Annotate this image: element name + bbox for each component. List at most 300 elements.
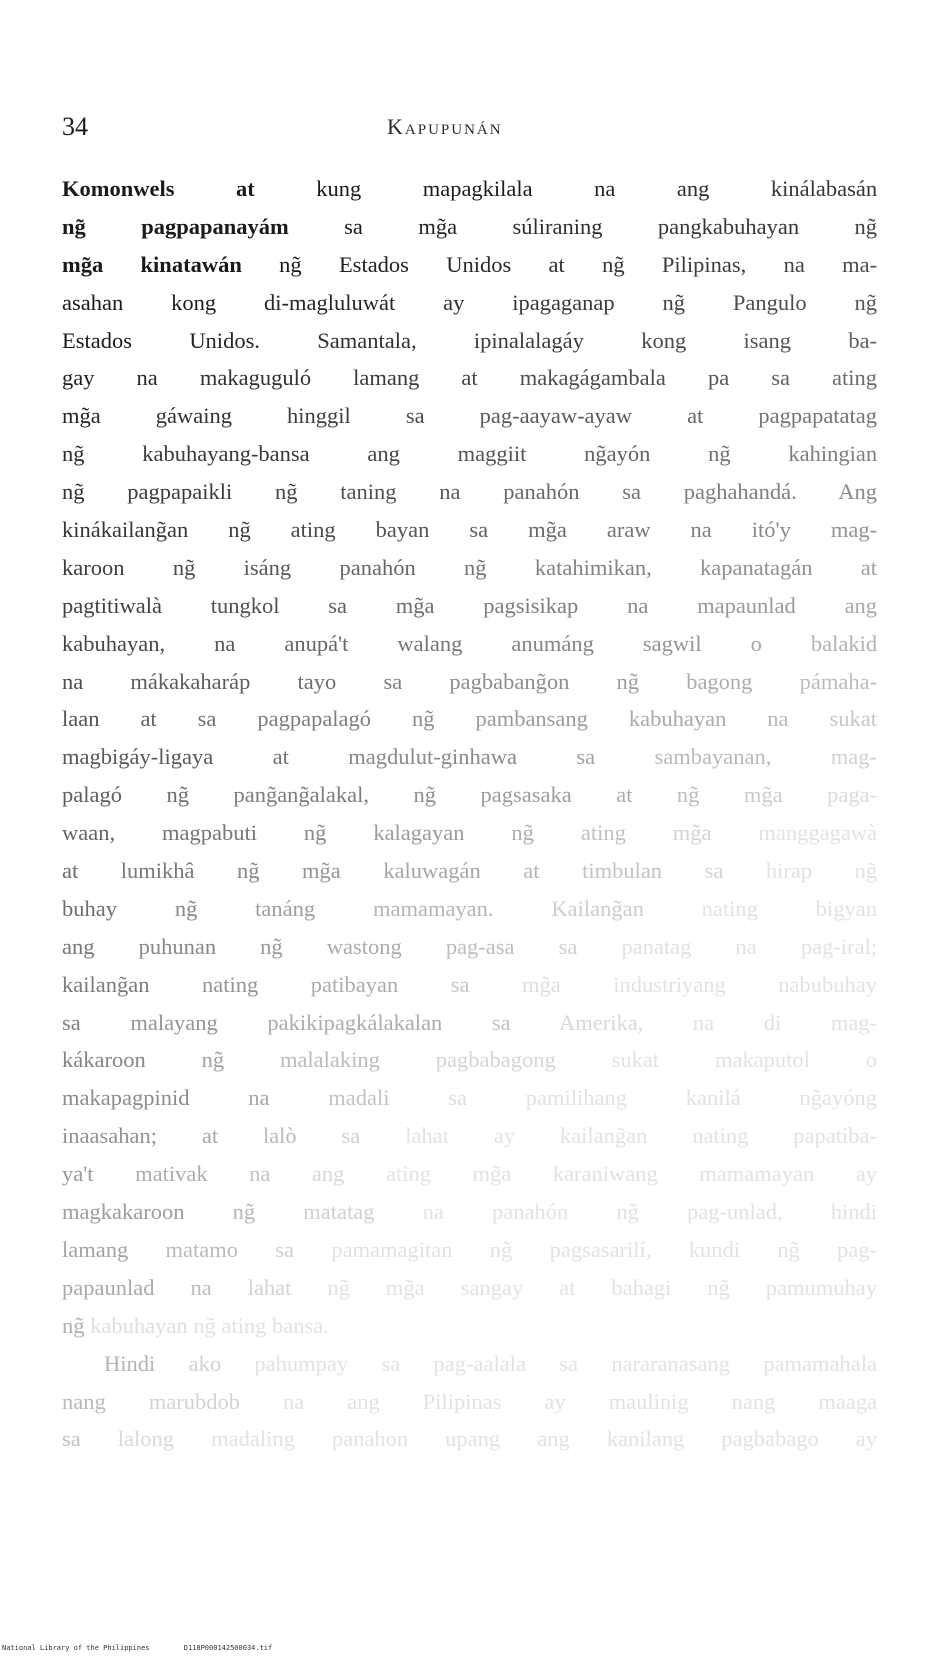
word: buhay <box>62 895 117 921</box>
word: gáwaing <box>155 403 233 429</box>
word: itó'y <box>751 517 791 543</box>
word: sa <box>576 744 596 770</box>
word: isang <box>743 327 791 353</box>
word: sagwil <box>642 630 702 656</box>
word: ma- <box>842 251 877 277</box>
word: sa <box>328 592 348 618</box>
word: Estados <box>62 327 132 353</box>
word: sa <box>383 668 403 694</box>
word: mg̃a <box>522 971 561 997</box>
word: at <box>235 176 255 201</box>
word: nating <box>692 1123 749 1149</box>
word: makaguguló <box>199 365 312 391</box>
word: mg̃a <box>62 251 104 277</box>
word: ng̃ <box>511 820 534 846</box>
word: mag- <box>830 744 877 770</box>
word: mg̃a <box>672 820 712 846</box>
word: at <box>140 706 157 732</box>
text-line <box>62 284 877 322</box>
word: pagbabago <box>721 1426 819 1452</box>
word: sukat <box>829 706 877 732</box>
word: sa <box>62 1009 81 1035</box>
word: mativak <box>135 1161 208 1187</box>
word: kahingian <box>788 441 877 467</box>
word: sambayanan, <box>654 744 772 770</box>
word: karaniwang <box>552 1161 658 1187</box>
word: na <box>136 365 158 391</box>
word: sa <box>559 1350 578 1376</box>
word: sa <box>344 213 363 239</box>
word: kanilang <box>606 1426 685 1452</box>
word: isáng <box>243 554 292 580</box>
word: di <box>763 1009 782 1035</box>
word: ako <box>188 1350 222 1376</box>
text-line <box>62 1383 877 1421</box>
word: ng̃ <box>174 895 198 921</box>
word: pagsasarilí, <box>549 1236 652 1262</box>
word: ng̃ <box>854 858 877 884</box>
word: pagsisikap <box>483 592 579 618</box>
word: kabuhayan <box>628 706 727 732</box>
word: ipinalalagáy <box>473 327 584 353</box>
word: na <box>249 1161 271 1187</box>
word: nang <box>731 1388 776 1414</box>
word: o <box>750 630 762 656</box>
text-line <box>62 1117 877 1155</box>
word: mamamayan <box>699 1161 815 1187</box>
text-line <box>62 587 877 625</box>
word: sa <box>405 403 425 429</box>
file-id: D118P000142500034.tif <box>183 1644 273 1652</box>
word: na <box>627 592 649 618</box>
word: di-magluluwát <box>263 289 396 315</box>
text-line <box>62 246 877 284</box>
word: sa <box>62 1426 81 1452</box>
word: sa <box>622 479 641 505</box>
word: katahimikan, <box>534 554 652 580</box>
word: kong <box>171 289 217 315</box>
word: matatag <box>303 1199 375 1225</box>
paragraph-2 <box>62 1345 877 1459</box>
text-line <box>62 208 877 246</box>
word: Komonwels <box>62 176 175 201</box>
word: matamo <box>165 1236 238 1262</box>
word: ang <box>367 441 400 467</box>
word: pagsasaka <box>480 782 572 808</box>
word: Pangulo <box>732 289 807 315</box>
word: ng̃ <box>193 1312 216 1338</box>
word: at <box>687 403 704 429</box>
word: at <box>201 1123 219 1149</box>
text-line <box>62 966 877 1004</box>
word: na <box>690 517 712 543</box>
word: na <box>248 1085 270 1111</box>
word: ng̃ <box>327 1274 350 1300</box>
word: sa <box>197 706 217 732</box>
word: Unidos <box>446 251 512 277</box>
word: kákaroon <box>62 1047 146 1073</box>
word: maulinig <box>608 1388 689 1414</box>
running-title: Kapupunán <box>387 114 503 139</box>
word: pag- <box>837 1236 877 1262</box>
text-line <box>62 738 877 776</box>
word: ay <box>855 1161 877 1187</box>
text-line <box>62 890 877 928</box>
word: makagágambala <box>519 365 666 391</box>
word: palagó <box>62 782 122 808</box>
word: wastong <box>326 933 402 959</box>
word: timbulan <box>582 858 663 884</box>
word: madaling <box>211 1426 295 1452</box>
word: ating <box>580 820 626 846</box>
word: makaputol <box>714 1047 810 1073</box>
word: upang <box>445 1426 501 1452</box>
text-line <box>62 1155 877 1193</box>
word: anumáng <box>511 630 594 656</box>
word: makapagpinid <box>62 1085 190 1111</box>
word: kundi <box>688 1236 740 1262</box>
word: ng̃ <box>172 554 196 580</box>
word: ng̃ <box>62 1312 85 1338</box>
word: pag-asa <box>445 933 515 959</box>
word: kong <box>641 327 687 353</box>
word: kinálabasán <box>770 176 877 201</box>
word: ang <box>537 1426 570 1452</box>
word: kanilá <box>685 1085 741 1111</box>
word: na <box>594 176 616 201</box>
word: paga- <box>827 782 877 808</box>
word: kabuhayang-bansa <box>142 441 310 467</box>
word: pag-aalala <box>433 1350 526 1376</box>
word: na <box>783 251 805 277</box>
scan-footer <box>2 1644 302 1652</box>
word: ang <box>676 176 710 201</box>
word: industriyang <box>613 971 726 997</box>
word: at <box>62 858 79 884</box>
word: panahon <box>331 1426 409 1452</box>
word: at <box>548 251 565 277</box>
word: pagbabagong <box>435 1047 556 1073</box>
text-line <box>62 852 877 890</box>
word: kailang̃an <box>559 1123 648 1149</box>
word: ay <box>855 1426 877 1452</box>
word: at <box>272 744 289 770</box>
word: balakid <box>810 630 877 656</box>
word: kalagayan <box>373 820 465 846</box>
word: ating <box>385 1161 431 1187</box>
page-header <box>62 112 872 152</box>
word: at <box>616 782 633 808</box>
word: ya't <box>62 1161 94 1187</box>
word: inaasahan; <box>62 1123 157 1149</box>
word: panahón <box>339 554 416 580</box>
word: pamamagitan <box>331 1236 453 1262</box>
word: ng̃ <box>602 251 625 277</box>
word: nararanasang <box>611 1350 730 1376</box>
text-line <box>62 1420 877 1458</box>
word: nating <box>201 971 259 997</box>
word: sa <box>469 517 489 543</box>
word: ng̃ <box>662 289 686 315</box>
word: ng̃ <box>237 858 260 884</box>
word: lalong <box>117 1426 175 1452</box>
word: kinákailang̃an <box>62 517 189 543</box>
word: mapaunlad <box>697 592 796 618</box>
word: ng̃ayón <box>584 441 651 467</box>
text-line <box>62 473 877 511</box>
text-line <box>62 1004 877 1042</box>
word: ng̃ <box>279 251 302 277</box>
word: Kailang̃an <box>551 895 644 921</box>
word: lahat <box>405 1123 449 1149</box>
word: ng̃ <box>777 1236 800 1262</box>
word: bagong <box>686 668 753 694</box>
word: panahón <box>503 479 580 505</box>
text-line <box>62 397 877 435</box>
word: na <box>767 706 789 732</box>
word: sa <box>275 1236 295 1262</box>
word: mg̃a <box>62 403 101 429</box>
word: nabubuhay <box>778 971 877 997</box>
word: ating <box>221 1312 267 1338</box>
word: kung <box>316 176 362 201</box>
text-line <box>62 322 877 360</box>
word: papatiba- <box>793 1123 877 1149</box>
word: ng̃ <box>62 213 86 239</box>
word: mg̃a <box>743 782 783 808</box>
word: ba- <box>848 327 877 353</box>
text-line <box>62 435 877 473</box>
word: pagpapalagó <box>257 706 372 732</box>
word: pag-aayaw-ayaw <box>479 403 633 429</box>
word: lamang <box>353 365 420 391</box>
word: karoon <box>62 554 125 580</box>
word: mg̃a <box>528 517 567 543</box>
word: at <box>461 365 478 391</box>
word: ng̃ <box>260 933 283 959</box>
word: pamamahala <box>763 1350 877 1376</box>
text-line <box>62 928 877 966</box>
word: bigyan <box>815 895 877 921</box>
word: mg̃a <box>395 592 435 618</box>
word: mg̃a <box>418 213 458 239</box>
word: ng̃ <box>274 479 298 505</box>
word: magbigáy-ligaya <box>62 744 214 770</box>
word: ng̃ <box>201 1047 225 1073</box>
word: mg̃a <box>302 858 341 884</box>
word: sa <box>491 1009 511 1035</box>
word: pambansang <box>475 706 588 732</box>
word: malayang <box>130 1009 218 1035</box>
word: ng̃ <box>232 1199 256 1225</box>
word: sa <box>771 365 790 391</box>
word: magkakaroon <box>62 1199 185 1225</box>
word: ng̃ <box>707 1274 730 1300</box>
body-text <box>62 170 877 1458</box>
text-line <box>62 170 877 208</box>
word: na <box>735 933 757 959</box>
word: taning <box>340 479 397 505</box>
word: pagpapanayám <box>141 213 289 239</box>
word: at <box>559 1274 576 1300</box>
word: kaluwagán <box>383 858 481 884</box>
word: bahagi <box>611 1274 672 1300</box>
word: pagtitiwalà <box>62 592 162 618</box>
word: Unidos. <box>189 327 260 353</box>
text-line <box>62 776 877 814</box>
word: na <box>190 1274 212 1300</box>
word: ang <box>311 1161 345 1187</box>
word: kinatawán <box>140 251 242 277</box>
word: magpabuti <box>162 820 257 846</box>
word: anupá't <box>284 630 349 656</box>
word: pangkabuhayan <box>657 213 800 239</box>
word: tayo <box>297 668 337 694</box>
word: pamumuhay <box>765 1274 877 1300</box>
word: pang̃ang̃alakal, <box>233 782 370 808</box>
word: pamilihang <box>525 1085 627 1111</box>
text-line <box>62 359 877 397</box>
word: hinggil <box>287 403 351 429</box>
word: lamang <box>62 1236 129 1262</box>
word: Samantala, <box>317 327 417 353</box>
word: pag-iral; <box>800 933 877 959</box>
word: mag- <box>830 517 877 543</box>
text-line <box>62 549 877 587</box>
word: ng̃ <box>489 1236 513 1262</box>
word: marubdob <box>148 1388 240 1414</box>
text-line <box>62 700 877 738</box>
word: ng̃ <box>62 441 85 467</box>
word: pagpapatatag <box>758 403 877 429</box>
word: na <box>439 479 461 505</box>
word: na <box>422 1199 444 1225</box>
text-line <box>62 1041 877 1079</box>
word: sa <box>341 1123 361 1149</box>
word: pagpapaikli <box>127 479 233 505</box>
text-line <box>62 1231 877 1269</box>
word: mag- <box>830 1009 877 1035</box>
word: Pilipinas <box>422 1388 502 1414</box>
text-line <box>62 1193 877 1231</box>
word: na <box>214 630 236 656</box>
word: ng̃ <box>303 820 327 846</box>
word: pahumpay <box>254 1350 349 1376</box>
word: sa <box>450 971 470 997</box>
word: ng̃ <box>616 668 640 694</box>
word: pagbabang̃on <box>449 668 570 694</box>
word: mapagkilala <box>422 176 533 201</box>
word: o <box>865 1047 877 1073</box>
word: ang <box>347 1388 380 1414</box>
word: ng̃ <box>708 441 731 467</box>
word: gay <box>62 365 95 391</box>
word: ng̃ <box>464 554 487 580</box>
word: Pilipinas, <box>661 251 747 277</box>
word: ang <box>844 592 877 618</box>
word: ating <box>290 517 336 543</box>
word: sangay <box>460 1274 524 1300</box>
word: ay <box>443 289 465 315</box>
paragraph-1 <box>62 170 877 1345</box>
word: mg̃a <box>472 1161 512 1187</box>
word: laan <box>62 706 100 732</box>
word: panahón <box>492 1199 569 1225</box>
word: at <box>523 858 540 884</box>
word: maggiit <box>457 441 527 467</box>
word: ng̃ <box>616 1199 639 1225</box>
word: waan, <box>62 820 116 846</box>
word: hindi <box>830 1199 877 1225</box>
word: at <box>860 554 877 580</box>
word: puhunan <box>138 933 217 959</box>
word: sukat <box>611 1047 660 1073</box>
library-credit: National Library of the Philippines <box>2 1644 150 1652</box>
word: malalaking <box>279 1047 380 1073</box>
word: tanáng <box>255 895 316 921</box>
word: mg̃a <box>385 1274 425 1300</box>
word: lalò <box>262 1123 297 1149</box>
word: Ang <box>838 479 877 505</box>
word: mamamayan. <box>372 895 494 921</box>
word: kabuhayan, <box>62 630 166 656</box>
word: ay <box>544 1388 566 1414</box>
word: bayan <box>375 517 430 543</box>
word: Hindi <box>104 1350 156 1376</box>
word: Estados <box>338 251 409 277</box>
word: patibayan <box>310 971 399 997</box>
word: panatag <box>621 933 692 959</box>
word: pakikipagkálakalan <box>267 1009 443 1035</box>
word: kapanatagán <box>700 554 813 580</box>
word: ng̃ <box>412 706 435 732</box>
word: ng̃ <box>676 782 700 808</box>
word: pa <box>707 365 730 391</box>
word: Amerika, <box>558 1009 644 1035</box>
word: ating <box>832 365 877 391</box>
word: madali <box>328 1085 390 1111</box>
word: na <box>692 1009 715 1035</box>
page-number: 34 <box>62 112 88 141</box>
word: sa <box>448 1085 467 1111</box>
text-line <box>62 1345 877 1383</box>
word: asahan <box>62 289 124 315</box>
word: maaga <box>818 1388 877 1414</box>
word: na <box>62 668 84 694</box>
word: sa <box>381 1350 401 1376</box>
word: lumikhâ <box>120 858 195 884</box>
word: nang <box>62 1388 106 1414</box>
text-line <box>62 814 877 852</box>
word: lahat <box>247 1274 292 1300</box>
word: ng̃ <box>166 782 189 808</box>
word: ng̃ayóng <box>799 1085 877 1111</box>
text-line <box>62 1269 877 1307</box>
word: ng̃ <box>228 517 251 543</box>
word: manggagawà <box>758 820 877 846</box>
word: ng̃ <box>854 289 877 315</box>
word: mákakaharáp <box>130 668 251 694</box>
word: ng̃ <box>854 213 877 239</box>
text-line <box>62 1307 877 1345</box>
text-line <box>62 511 877 549</box>
word: tungkol <box>210 592 280 618</box>
word: sa <box>704 858 724 884</box>
word: súliraning <box>512 213 603 239</box>
word: magdulut-ginhawa <box>348 744 517 770</box>
word: ay <box>493 1123 515 1149</box>
word: ang <box>62 933 95 959</box>
